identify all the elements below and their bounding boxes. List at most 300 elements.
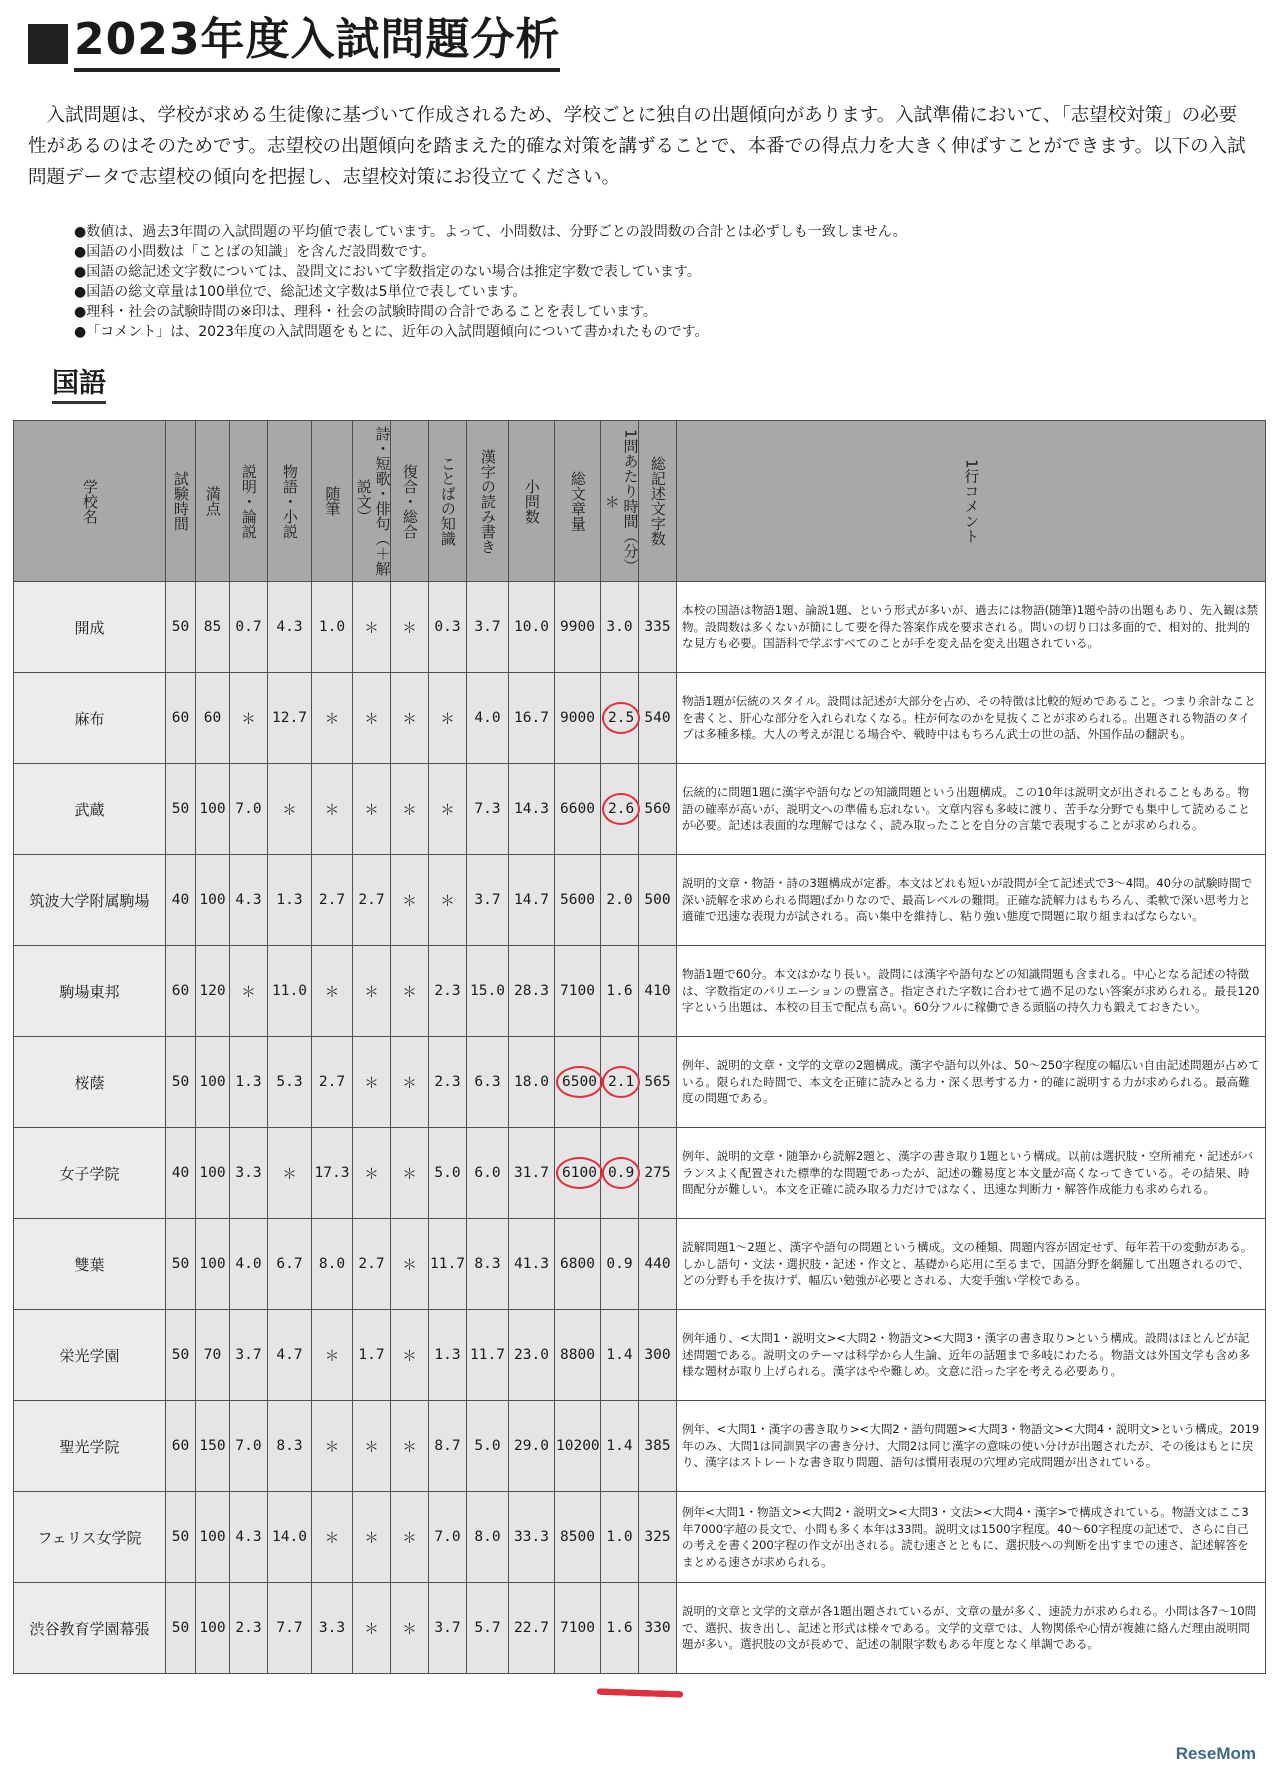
data-cell bbox=[166, 946, 196, 1037]
circled-value: 0.9 bbox=[602, 1157, 640, 1189]
cell-value: 3.7 bbox=[434, 1620, 461, 1636]
data-cell bbox=[196, 764, 230, 855]
cell-value: 33.3 bbox=[514, 1529, 549, 1545]
cell-value: 2.3 bbox=[434, 1074, 461, 1090]
cell-value: 7.0 bbox=[434, 1529, 461, 1545]
cell-value: ＊ bbox=[440, 711, 455, 728]
data-cell bbox=[601, 1128, 639, 1219]
red-underline-mark bbox=[596, 1688, 682, 1697]
data-cell bbox=[196, 673, 230, 764]
data-cell bbox=[639, 764, 677, 855]
data-cell bbox=[312, 764, 353, 855]
data-cell bbox=[166, 1128, 196, 1219]
cell-value: 2.7 bbox=[318, 892, 346, 908]
cell-value: 0.9 bbox=[606, 1256, 633, 1272]
data-cell bbox=[166, 855, 196, 946]
page-title: 2023年度入試問題分析 bbox=[74, 16, 560, 72]
cell-value: 275 bbox=[644, 1165, 671, 1181]
data-cell bbox=[166, 1401, 196, 1492]
cell-value: 40 bbox=[171, 892, 190, 908]
cell-value: 2.3 bbox=[434, 983, 461, 999]
cell-value: ＊ bbox=[324, 711, 340, 728]
cell-value: 11.7 bbox=[430, 1256, 465, 1272]
cell-value: 500 bbox=[644, 892, 671, 908]
cell-value: 100 bbox=[199, 1256, 226, 1272]
cell-value: 4.3 bbox=[235, 1529, 262, 1545]
data-cell bbox=[312, 1401, 353, 1492]
data-cell bbox=[639, 1128, 677, 1219]
data-cell bbox=[555, 1310, 601, 1401]
data-cell bbox=[312, 582, 353, 673]
data-cell bbox=[391, 582, 429, 673]
data-cell bbox=[509, 1583, 555, 1674]
table-row bbox=[14, 1492, 1266, 1583]
cell-value: 2.7 bbox=[358, 892, 385, 908]
school-name: 筑波大学附属駒場 bbox=[29, 891, 150, 910]
data-cell bbox=[166, 1492, 196, 1583]
cell-value: 1.0 bbox=[318, 619, 346, 635]
note-item: ● 国語の総記述文字数については、設問文において字数指定のない場合は推定字数で表しています。 bbox=[74, 262, 907, 282]
school-name-cell bbox=[14, 1219, 166, 1310]
table-row bbox=[14, 1583, 1266, 1674]
data-cell bbox=[555, 764, 601, 855]
school-name-cell bbox=[14, 673, 166, 764]
cell-value: 1.4 bbox=[606, 1347, 633, 1363]
data-cell bbox=[639, 1219, 677, 1310]
cell-value: 23.0 bbox=[514, 1347, 549, 1363]
data-cell bbox=[509, 1219, 555, 1310]
cell-value: 7100 bbox=[560, 983, 595, 999]
school-name-cell bbox=[14, 764, 166, 855]
cell-value: 2.3 bbox=[235, 1620, 262, 1636]
cell-value: 1.3 bbox=[434, 1347, 461, 1363]
header-cell: 物語・小説 bbox=[268, 421, 312, 582]
data-cell bbox=[230, 1310, 268, 1401]
cell-value: 7.0 bbox=[235, 1438, 262, 1454]
data-cell bbox=[601, 1310, 639, 1401]
school-name: 開成 bbox=[74, 618, 105, 637]
header-cell: 復合・総合 bbox=[391, 421, 429, 582]
data-cell bbox=[639, 1310, 677, 1401]
cell-value: ＊ bbox=[364, 620, 379, 637]
circled-value: 2.6 bbox=[602, 793, 640, 825]
data-cell bbox=[509, 946, 555, 1037]
school-name-cell bbox=[14, 855, 166, 946]
comment-cell: 例年、<大問1・漢字の書き取り><大問2・語句問題><大問3・物語文><大問4・説明文>という構成。2019年のみ、大問1は同訓異字の書き分け、大問2は同じ漢字の意味の使い分けが出題されたが、その後はもとに戻り、漢字はストレートな書き取り問題、語句は慣用表現の穴埋め完成問題が出されている。 bbox=[677, 1401, 1266, 1492]
circled-value: 6500 bbox=[556, 1066, 603, 1098]
cell-value: 50 bbox=[171, 1529, 190, 1545]
cell-value: 1.3 bbox=[235, 1074, 262, 1090]
data-cell bbox=[429, 764, 467, 855]
cell-value: 6600 bbox=[560, 801, 595, 817]
comment-cell: 物語1題で60分。本文はかなり長い。設問には漢字や語句などの知識問題も含まれる。中心となる記述の特徴は、字数指定のバリエーションの豊富さ。指定された字数に合わせて過不足のない答案が求められる。最長120字という出題は、本校の目玉で配点も高い。60分フルに稼働できる頭脳の持久力も鍛えておきたい。 bbox=[677, 946, 1266, 1037]
cell-value: ＊ bbox=[364, 1166, 379, 1183]
data-cell bbox=[196, 1219, 230, 1310]
cell-value: ＊ bbox=[324, 1348, 340, 1365]
cell-value: 560 bbox=[644, 801, 671, 817]
data-cell bbox=[312, 946, 353, 1037]
section-heading: 国語 bbox=[52, 368, 106, 404]
data-cell bbox=[391, 1128, 429, 1219]
school-name: 武蔵 bbox=[74, 800, 105, 819]
header-cell: 満点 bbox=[196, 421, 230, 582]
cell-value: 50 bbox=[171, 1347, 190, 1363]
cell-value: ＊ bbox=[440, 893, 455, 910]
school-name-cell bbox=[14, 1037, 166, 1128]
cell-value: 410 bbox=[644, 983, 671, 999]
data-cell bbox=[601, 1219, 639, 1310]
cell-value: ＊ bbox=[402, 1530, 417, 1547]
cell-value: 1.4 bbox=[606, 1438, 633, 1454]
data-cell bbox=[601, 1037, 639, 1128]
data-cell bbox=[230, 1583, 268, 1674]
data-cell bbox=[391, 764, 429, 855]
header-cell: 総記述文字数 bbox=[639, 421, 677, 582]
cell-value: 7.0 bbox=[235, 801, 262, 817]
cell-value: 5.0 bbox=[434, 1165, 461, 1181]
data-cell bbox=[509, 1401, 555, 1492]
data-cell bbox=[429, 1219, 467, 1310]
cell-value: 60 bbox=[171, 983, 190, 999]
cell-value: ＊ bbox=[364, 1439, 379, 1456]
cell-value: 0.3 bbox=[434, 619, 461, 635]
data-cell bbox=[639, 1492, 677, 1583]
data-cell bbox=[230, 1128, 268, 1219]
data-cell bbox=[312, 1310, 353, 1401]
cell-value: 14.7 bbox=[514, 892, 549, 908]
data-cell bbox=[391, 1310, 429, 1401]
cell-value: 60 bbox=[171, 710, 190, 726]
cell-value: 14.0 bbox=[272, 1529, 307, 1545]
data-cell bbox=[312, 1583, 353, 1674]
data-cell bbox=[166, 673, 196, 764]
school-name-cell bbox=[14, 946, 166, 1037]
data-cell bbox=[467, 1492, 509, 1583]
header-cell: 1行コメント bbox=[677, 421, 1266, 582]
cell-value: 2.7 bbox=[318, 1074, 346, 1090]
data-cell bbox=[467, 1037, 509, 1128]
cell-value: 31.7 bbox=[514, 1165, 549, 1181]
cell-value: ＊ bbox=[241, 711, 256, 728]
cell-value: ＊ bbox=[324, 1530, 340, 1547]
data-cell bbox=[268, 946, 312, 1037]
data-cell bbox=[429, 1401, 467, 1492]
comment-cell: 説明的文章・物語・詩の3題構成が定番。本文はどれも短いが設問が全て記述式で3～4問。40分の試験時間で深い読解を求められる問題ばかりなので、最高レベルの難問。正確な読解力はもちろん、柔軟で深い思考力と適確で迅速な表現力が試される。高い集中を維持し、粘り強い態度で問題に取り組まねばならない。 bbox=[677, 855, 1266, 946]
cell-value: 6.7 bbox=[276, 1256, 303, 1272]
data-cell bbox=[601, 1492, 639, 1583]
comment-cell: 例年、説明的文章・文学的文章の2題構成。漢字や語句以外は、50～250字程度の幅広い自由記述問題が占めている。限られた時間で、本文を正確に読みとる力・深く思考する力・的確に説明する力が求められる。最高難度の問題である。 bbox=[677, 1037, 1266, 1128]
data-cell bbox=[353, 855, 391, 946]
school-name-cell bbox=[14, 1492, 166, 1583]
cell-value: 3.7 bbox=[474, 892, 501, 908]
cell-value: 9900 bbox=[560, 619, 595, 635]
cell-value: 100 bbox=[199, 1165, 226, 1181]
data-cell bbox=[353, 1128, 391, 1219]
school-name-cell bbox=[14, 1310, 166, 1401]
data-cell bbox=[429, 582, 467, 673]
cell-value: 11.0 bbox=[272, 983, 307, 999]
cell-value: 9000 bbox=[560, 710, 595, 726]
cell-value: 5.7 bbox=[474, 1620, 501, 1636]
school-name: 栄光学園 bbox=[59, 1346, 120, 1365]
data-cell bbox=[391, 1583, 429, 1674]
cell-value: 8.0 bbox=[474, 1529, 501, 1545]
data-cell bbox=[639, 1401, 677, 1492]
data-cell bbox=[601, 1583, 639, 1674]
intro-paragraph: 入試問題は、学校が求める生徒像に基づいて作成されるため、学校ごとに独自の出題傾向があります。入試準備において、「志望校対策」の必要性があるのはそのためです。志望校の出題傾向を踏まえた的確な対策を講ずることで、本番での得点力を大きく伸ばすことができます。以下の入試問題データで志望校の傾向を把握し、志望校対策にお役立てください。 bbox=[28, 105, 1246, 188]
data-cell bbox=[230, 1401, 268, 1492]
cell-value: 3.7 bbox=[474, 619, 501, 635]
data-cell bbox=[639, 1583, 677, 1674]
cell-value: 330 bbox=[644, 1620, 671, 1636]
cell-value: 325 bbox=[644, 1529, 671, 1545]
data-cell bbox=[230, 1037, 268, 1128]
data-cell bbox=[601, 855, 639, 946]
data-cell bbox=[391, 855, 429, 946]
data-cell bbox=[230, 673, 268, 764]
cell-value: ＊ bbox=[440, 802, 455, 819]
data-cell bbox=[353, 1219, 391, 1310]
data-cell bbox=[196, 1310, 230, 1401]
data-cell bbox=[353, 1310, 391, 1401]
cell-value: 4.7 bbox=[276, 1347, 303, 1363]
data-cell bbox=[353, 673, 391, 764]
data-cell bbox=[555, 855, 601, 946]
data-cell bbox=[555, 1583, 601, 1674]
school-name: 渋谷教育学園幕張 bbox=[29, 1619, 150, 1638]
data-cell bbox=[391, 1037, 429, 1128]
notes-list bbox=[74, 222, 907, 342]
data-cell bbox=[639, 1037, 677, 1128]
cell-value: 300 bbox=[644, 1347, 671, 1363]
data-cell bbox=[268, 1310, 312, 1401]
cell-value: 8500 bbox=[560, 1529, 595, 1545]
exam-analysis-table bbox=[13, 420, 1266, 1674]
header-cell: 漢字の読み書き bbox=[467, 421, 509, 582]
cell-value: 5600 bbox=[560, 892, 595, 908]
table-row bbox=[14, 582, 1266, 673]
data-cell bbox=[230, 855, 268, 946]
comment-cell: 伝統的に問題1題に漢字や語句などの知識問題という出題構成。この10年は説明文が出されることもある。物語の確率が高いが、説明文への準備も忘れない。文章内容も多岐に渡り、苦手な分野でも集中して読めることが必要。記述は表面的な理解ではなく、読み取ったことを自分の言葉で表現することが求められる。 bbox=[677, 764, 1266, 855]
data-cell bbox=[353, 764, 391, 855]
data-cell bbox=[555, 1037, 601, 1128]
cell-value: 70 bbox=[203, 1347, 222, 1363]
cell-value: 5.0 bbox=[474, 1438, 501, 1454]
cell-value: 85 bbox=[203, 619, 222, 635]
data-cell bbox=[268, 1583, 312, 1674]
header-cell: 総文章量 bbox=[555, 421, 601, 582]
comment-cell: 例年通り、<大問1・説明文><大問2・物語文><大問3・漢字の書き取り>という構成。設問はほとんどが記述問題である。説明文のテーマは科学から人生論、近年の話題まで多岐にわたる。物語文は外国文学も含め多様な題材が取り上げられる。漢字はやや難しめ。文意に沿った字を考える必要あり。 bbox=[677, 1310, 1266, 1401]
data-cell bbox=[601, 764, 639, 855]
header-cell: 説明・論説 bbox=[230, 421, 268, 582]
school-name: 聖光学院 bbox=[59, 1437, 120, 1456]
data-cell bbox=[429, 946, 467, 1037]
school-name: 雙葉 bbox=[74, 1255, 105, 1274]
data-cell bbox=[230, 946, 268, 1037]
cell-value: 50 bbox=[171, 1074, 190, 1090]
cell-value: 7.3 bbox=[474, 801, 501, 817]
data-cell bbox=[268, 764, 312, 855]
cell-value: 8.3 bbox=[474, 1256, 501, 1272]
school-name: 桜蔭 bbox=[74, 1073, 105, 1092]
cell-value: 1.0 bbox=[606, 1529, 633, 1545]
cell-value: 1.6 bbox=[606, 983, 633, 999]
cell-value: ＊ bbox=[324, 984, 340, 1001]
data-cell bbox=[601, 946, 639, 1037]
table-row bbox=[14, 1128, 1266, 1219]
data-cell bbox=[391, 1492, 429, 1583]
data-cell bbox=[353, 1037, 391, 1128]
data-cell bbox=[268, 855, 312, 946]
cell-value: 565 bbox=[644, 1074, 671, 1090]
cell-value: 3.0 bbox=[606, 619, 633, 635]
comment-cell: 説明的文章と文学的文章が各1題出題されているが、文章の量が多く、速読力が求められる。小問は各7～10問で、選択、抜き出し、記述と形式は様々である。文学的文章では、人物関係や心情が複雑に絡んだ理由説明問題が多い。選択肢の文が長めで、記述の制限字数もある年度となく単調である。 bbox=[677, 1583, 1266, 1674]
cell-value: 22.7 bbox=[514, 1620, 549, 1636]
cell-value: 15.0 bbox=[470, 983, 505, 999]
resemom-logo: ReseMom bbox=[1175, 1744, 1256, 1763]
data-cell bbox=[639, 673, 677, 764]
data-cell bbox=[555, 1492, 601, 1583]
table-row bbox=[14, 1401, 1266, 1492]
data-cell bbox=[555, 1219, 601, 1310]
cell-value: ＊ bbox=[402, 1439, 417, 1456]
data-cell bbox=[312, 1219, 353, 1310]
cell-value: 100 bbox=[199, 1074, 226, 1090]
cell-value: 8.7 bbox=[434, 1438, 461, 1454]
data-cell bbox=[166, 1219, 196, 1310]
cell-value: ＊ bbox=[364, 1075, 379, 1092]
data-cell bbox=[429, 855, 467, 946]
data-cell bbox=[509, 855, 555, 946]
data-cell bbox=[509, 1037, 555, 1128]
note-item: ● 国語の小問数は「ことばの知識」を含んだ設問数です。 bbox=[74, 242, 907, 262]
table-header-row bbox=[14, 421, 1266, 582]
cell-value: 3.7 bbox=[235, 1347, 262, 1363]
cell-value: 4.3 bbox=[235, 892, 262, 908]
cell-value: 50 bbox=[171, 801, 190, 817]
school-name: 女子学院 bbox=[59, 1164, 120, 1183]
data-cell bbox=[230, 1492, 268, 1583]
table-row bbox=[14, 764, 1266, 855]
data-cell bbox=[467, 1128, 509, 1219]
data-cell bbox=[353, 1583, 391, 1674]
table-row bbox=[14, 673, 1266, 764]
cell-value: 4.0 bbox=[474, 710, 501, 726]
cell-value: ＊ bbox=[324, 1439, 340, 1456]
data-cell bbox=[196, 855, 230, 946]
data-cell bbox=[429, 1583, 467, 1674]
data-cell bbox=[509, 582, 555, 673]
cell-value: 50 bbox=[171, 1620, 190, 1636]
data-cell bbox=[196, 1037, 230, 1128]
school-name: フェリス女学院 bbox=[37, 1528, 142, 1547]
data-cell bbox=[353, 1492, 391, 1583]
data-cell bbox=[196, 946, 230, 1037]
cell-value: 4.0 bbox=[235, 1256, 262, 1272]
school-name-cell bbox=[14, 1583, 166, 1674]
data-cell bbox=[196, 1492, 230, 1583]
cell-value: ＊ bbox=[364, 802, 379, 819]
cell-value: ＊ bbox=[241, 984, 256, 1001]
cell-value: 10200 bbox=[556, 1438, 600, 1454]
cell-value: ＊ bbox=[402, 1075, 417, 1092]
cell-value: 100 bbox=[199, 892, 226, 908]
cell-value: 1.3 bbox=[276, 892, 303, 908]
cell-value: 1.6 bbox=[606, 1620, 633, 1636]
data-cell bbox=[353, 946, 391, 1037]
data-cell bbox=[601, 582, 639, 673]
data-cell bbox=[509, 1492, 555, 1583]
cell-value: 6.0 bbox=[474, 1165, 501, 1181]
table-row bbox=[14, 855, 1266, 946]
data-cell bbox=[429, 1128, 467, 1219]
school-name: 駒場東邦 bbox=[59, 982, 120, 1001]
data-cell bbox=[166, 764, 196, 855]
cell-value: 7100 bbox=[560, 1620, 595, 1636]
data-cell bbox=[196, 1401, 230, 1492]
data-cell bbox=[196, 582, 230, 673]
school-name-cell bbox=[14, 1401, 166, 1492]
data-cell bbox=[555, 582, 601, 673]
header-cell: ことばの知識 bbox=[429, 421, 467, 582]
table-row bbox=[14, 1219, 1266, 1310]
data-cell bbox=[166, 582, 196, 673]
cell-value: 540 bbox=[644, 710, 671, 726]
cell-value: 29.0 bbox=[514, 1438, 549, 1454]
data-cell bbox=[467, 582, 509, 673]
cell-value: 3.3 bbox=[235, 1165, 262, 1181]
data-cell bbox=[429, 1037, 467, 1128]
data-cell bbox=[230, 582, 268, 673]
title-block bbox=[28, 16, 560, 72]
data-cell bbox=[391, 673, 429, 764]
cell-value: 100 bbox=[199, 801, 226, 817]
cell-value: 6.3 bbox=[474, 1074, 501, 1090]
comment-cell: 例年、説明的文章・随筆から読解2題と、漢字の書き取り1題という構成。以前は選択肢・空所補充・記述がバランスよく配置された標準的な問題であったが、記述の難易度と本文量が高くなってきている。その結果、時間配分が難しい。本文を正確に読み取る力だけではなく、迅速な判断力・解答作成能力も求められる。 bbox=[677, 1128, 1266, 1219]
comment-cell: 物語1題が伝統のスタイル。設問は記述が大部分を占め、その特徴は比較的短めであること。つまり余計なことを書くと、肝心な部分を入れられなくなる。柱が何なのかを見抜くことが求められる。出題される物語のタイプは多種多様。大人の考えが混じる場合や、戦時中はもちろん武士の世の話、外国作品の翻訳も。 bbox=[677, 673, 1266, 764]
comment-cell: 例年<大問1・物語文><大問2・説明文><大問3・文法><大問4・漢字>で構成されている。物語文はここ3年7000字超の長文で、小問も多く本年は33問。説明文は1500字程度。40～60字程度の記述で、さらに自己の考えを書く200字程の作文が出される。読む速さとともに、選択肢への判断を出すまでの速さ、記述解答をまとめる速さが求められる。 bbox=[677, 1492, 1266, 1583]
cell-value: 150 bbox=[199, 1438, 226, 1454]
table-row bbox=[14, 1310, 1266, 1401]
cell-value: 41.3 bbox=[514, 1256, 549, 1272]
data-cell bbox=[391, 946, 429, 1037]
data-cell bbox=[601, 1401, 639, 1492]
cell-value: 5.3 bbox=[276, 1074, 303, 1090]
data-cell bbox=[467, 1583, 509, 1674]
cell-value: ＊ bbox=[402, 802, 417, 819]
cell-value: 335 bbox=[644, 619, 671, 635]
comment-cell: 本校の国語は物語1題、論説1題、という形式が多いが、過去には物語(随筆)1題や詩の出題もあり、先入観は禁物。設問数は多くないが簡にして要を得た答案作成を要求される。問いの切り口は多面的で、相対的、批判的な見方も必要。国語科で学ぶすべてのことが手を変え品を変え出題されている。 bbox=[677, 582, 1266, 673]
cell-value: 3.3 bbox=[318, 1620, 346, 1636]
data-cell bbox=[601, 673, 639, 764]
data-cell bbox=[230, 764, 268, 855]
data-cell bbox=[639, 855, 677, 946]
cell-value: 385 bbox=[644, 1438, 671, 1454]
data-cell bbox=[268, 1401, 312, 1492]
cell-value: 8.0 bbox=[318, 1256, 346, 1272]
data-cell bbox=[268, 673, 312, 764]
data-cell bbox=[467, 1401, 509, 1492]
data-cell bbox=[509, 1310, 555, 1401]
data-cell bbox=[467, 764, 509, 855]
cell-value: 18.0 bbox=[514, 1074, 549, 1090]
cell-value: ＊ bbox=[282, 1166, 297, 1183]
data-cell bbox=[467, 1219, 509, 1310]
data-cell bbox=[509, 1128, 555, 1219]
data-cell bbox=[509, 673, 555, 764]
cell-value: 440 bbox=[644, 1256, 671, 1272]
data-cell bbox=[268, 1037, 312, 1128]
